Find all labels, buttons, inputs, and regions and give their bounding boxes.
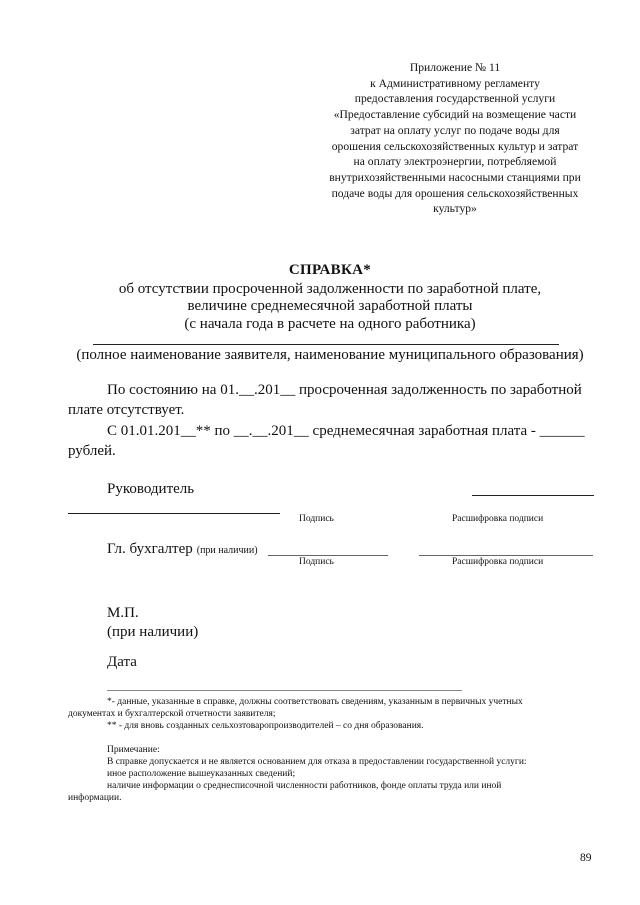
- stamp-note: (при наличии): [107, 624, 199, 640]
- body-paragraph-2-line-1: С 01.01.201__** по __.__.201__ среднемесячная заработная плата - ______: [107, 423, 585, 439]
- body-paragraph-1-line-1: По состоянию на 01.__.201__ просроченная задолженность по заработной: [107, 382, 582, 398]
- appendix-line: культур»: [433, 202, 477, 216]
- accountant-signature-line: [268, 555, 388, 556]
- body-paragraph-1-line-2: плате отсутствует.: [68, 402, 185, 418]
- footnote-divider: [107, 690, 462, 691]
- appendix-block: [300, 60, 610, 217]
- note-line-4: информации.: [68, 793, 122, 803]
- appendix-line: подаче воды для орошения сельскохозяйственных: [331, 186, 579, 200]
- appendix-line: Приложение № 11: [409, 61, 501, 74]
- accountant-note: (при наличии): [196, 545, 258, 556]
- note-title: Примечание:: [107, 745, 160, 755]
- note-line-1: В справке допускается и не является основанием для отказа в предоставлении государственной услуги:: [107, 757, 527, 767]
- head-signature-caption: Подпись: [299, 514, 334, 524]
- accountant-decode-caption: Расшифровка подписи: [452, 557, 544, 567]
- document-heading: СПРАВКА*: [288, 262, 372, 278]
- appendix-line: «Предоставление субсидий на возмещение части: [333, 108, 577, 122]
- page-number: 89: [580, 852, 592, 864]
- date-label: Дата: [107, 654, 137, 670]
- note-line-3: наличие информации о среднесписочной численности работников, фонде оплаты труда или иной: [107, 781, 502, 791]
- head-label: Руководитель: [107, 481, 195, 497]
- accountant-signature-caption: Подпись: [299, 557, 334, 567]
- footnote-1-line-1: *- данные, указанные в справке, должны соответствовать сведениям, указанным в первичных учетных: [107, 697, 523, 707]
- head-decode-caption: Расшифровка подписи: [452, 514, 544, 524]
- appendix-line: к Административному регламенту: [370, 76, 540, 90]
- appendix-line: орошения сельскохозяйственных культур и затрат: [331, 139, 579, 153]
- appendix-line: предоставления государственной услуги: [354, 92, 556, 106]
- accountant-row: [107, 540, 258, 558]
- head-signature-line: [68, 513, 280, 514]
- accountant-decode-line: [419, 555, 593, 556]
- appendix-line: затрат на оплату услуг по подаче воды для: [350, 123, 560, 137]
- title-line-3: (с начала года в расчете на одного работника): [184, 316, 476, 332]
- title-line-2: величине среднемесячной заработной платы: [187, 298, 473, 314]
- title-line-1: об отсутствии просроченной задолженности по заработной плате,: [118, 281, 542, 297]
- head-decode-line: [472, 495, 594, 496]
- footnote-2: ** - для вновь созданных сельхозтоваропроизводителей – со дня образования.: [107, 721, 424, 731]
- footnote-1-line-2: документах и бухгалтерской отчетности заявителя;: [68, 709, 276, 719]
- stamp-label: М.П.: [107, 605, 139, 621]
- body-paragraph-2-line-2: рублей.: [68, 443, 116, 459]
- applicant-caption: (полное наименование заявителя, наименование муниципального образования): [76, 347, 584, 363]
- appendix-line: на оплату электроэнергии, потребляемой: [353, 155, 557, 169]
- accountant-label: Гл. бухгалтер: [107, 541, 193, 557]
- appendix-line: внутрихозяйственными насосными станциями при: [329, 170, 581, 184]
- note-line-2: иное расположение вышеуказанных сведений;: [107, 769, 296, 779]
- applicant-name-line: [93, 344, 559, 345]
